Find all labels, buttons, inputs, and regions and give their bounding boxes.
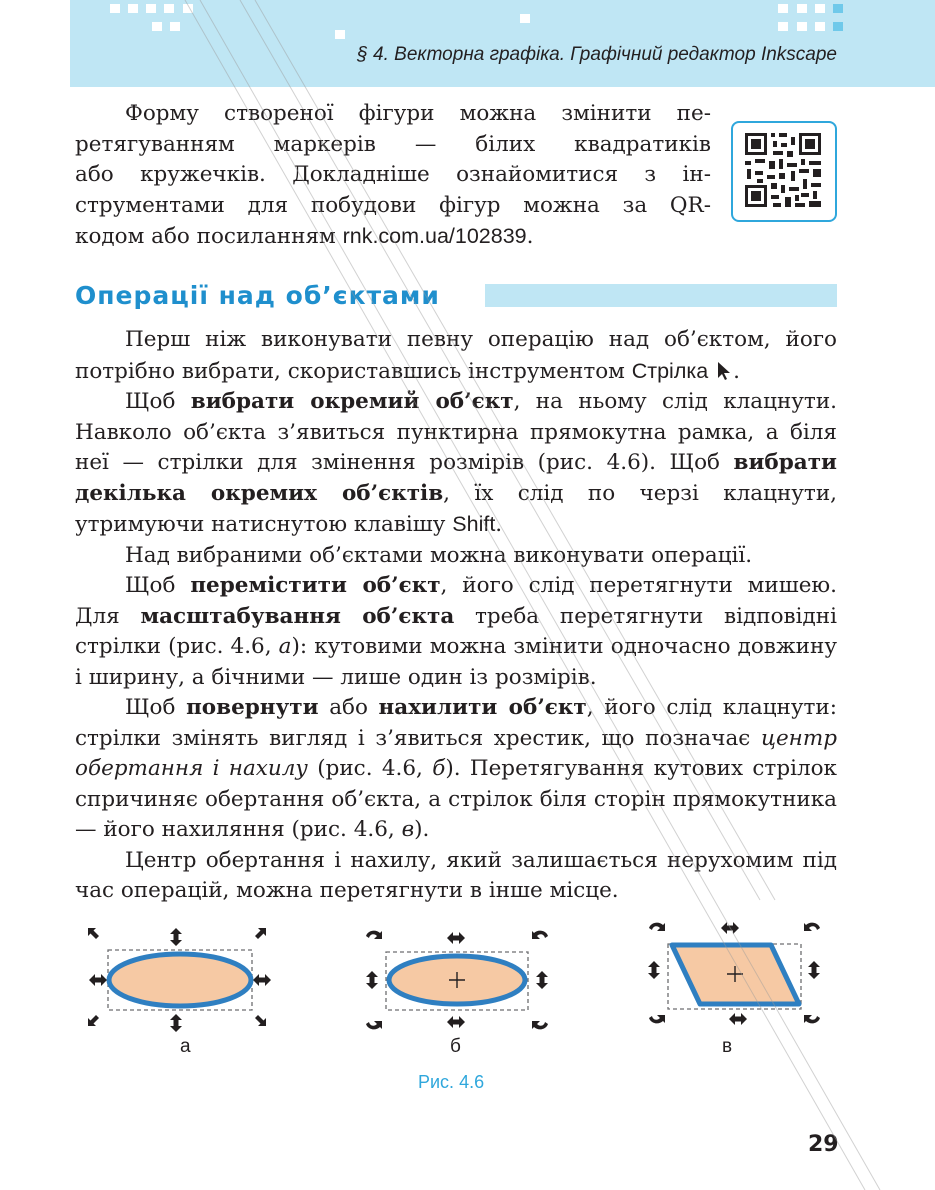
paragraph-operations: Над вибраними об’єктами можна виконувати операції.	[125, 542, 753, 568]
intro-line: ретягуванням маркерів — білих квадратиків	[75, 131, 711, 157]
key-name: Shift	[452, 512, 496, 536]
text: ).	[414, 817, 430, 842]
decor-square	[335, 30, 345, 39]
decor-square	[183, 4, 193, 13]
text: або	[318, 695, 379, 720]
text: ): кутовими можна змінити одночасно довжину і ширину, а бічними — лише один із розмірів.	[75, 634, 837, 690]
figure-label-a: а	[180, 1036, 191, 1057]
intro-text: кодом або посиланням	[75, 224, 343, 249]
bold-term: повернути	[186, 695, 319, 720]
decor-square	[146, 4, 156, 13]
italic-term: б	[432, 756, 446, 781]
text: .	[495, 512, 503, 537]
bold-term: масштабування об’єкта	[140, 603, 455, 629]
text: (рис. 4.6,	[307, 756, 433, 781]
decor-square	[797, 4, 807, 13]
bold-term: вибрати декілька окремих об’єктів	[75, 450, 837, 506]
bold-term: перемістити об’єкт	[190, 573, 441, 598]
figure-label-c: в	[722, 1036, 733, 1057]
tool-name: Стрілка	[631, 358, 709, 383]
italic-term: а	[278, 634, 292, 659]
section-bar	[485, 284, 837, 307]
text: Щоб	[125, 389, 191, 414]
decor-square	[833, 22, 843, 31]
decor-square	[815, 4, 825, 13]
decor-square	[815, 22, 825, 31]
bold-term: вибрати окремий об’єкт	[190, 389, 514, 414]
decor-square	[833, 4, 843, 13]
intro-text: .	[526, 224, 534, 249]
italic-term: в	[401, 817, 415, 842]
rnk-link[interactable]: rnk.com.ua/102839	[342, 224, 527, 248]
intro-line: або кружечків. Докладніше ознайомитися з ін-	[75, 162, 711, 187]
paragraph-center: Центр обертання і нахилу, який залишається нерухомим під час операцій, можна перетягнути в інше місце.	[75, 847, 837, 903]
qr-code[interactable]	[731, 121, 837, 222]
figure-panel-b	[366, 931, 548, 1030]
paragraph-rotate-skew	[75, 693, 837, 846]
paragraph-select-single	[75, 387, 837, 541]
text: , на ньому слід клацнути. Навколо об’єкта з’явиться пунктирна прямокутна рамка, а біля неї — стрілки для змінення розмірів (рис. 4.6). Щоб	[75, 389, 837, 475]
decor-square	[110, 4, 120, 13]
text: , їх слід по черзі клацнути, утримуючи натиснутою клавішу	[75, 480, 837, 537]
qr-code-icon	[733, 123, 834, 219]
figure-4-6	[0, 900, 935, 1040]
running-header: § 4. Векторна графіка. Графічний редактор Inkscape	[357, 44, 837, 65]
text: .	[733, 358, 740, 384]
text: , його слід клацнути: стрілки змінять вигляд і з’явиться хрестик, що позначає	[75, 695, 837, 751]
figure-panel-a	[88, 928, 271, 1032]
decor-square	[164, 4, 174, 13]
decor-square	[128, 4, 138, 13]
text: треба перетягнути відповідні стрілки (рис. 4.6,	[75, 603, 837, 659]
bold-term: нахилити об’єкт	[378, 695, 587, 720]
text: ). Перетягування кутових стрілок спричиняє обертання об’єкта, а стрілок біля сторін прямокутника — його нахиляння (рис. 4.6,	[75, 756, 837, 842]
paragraph-move-scale	[75, 571, 837, 693]
text: Щоб	[125, 695, 187, 720]
decor-square	[152, 22, 162, 31]
main-text	[75, 325, 837, 907]
figure-panel-c	[648, 922, 820, 1025]
figure-caption: Рис. 4.6	[418, 1072, 485, 1092]
text: Перш ніж виконувати певну операцію над об’єктом, його потрібно вибрати, скориставшись інструментом	[75, 327, 837, 384]
intro-line: Форму створеної фігури можна змінити пе-	[125, 101, 711, 126]
section-title: Операції над об’єктами	[75, 281, 440, 310]
decor-square	[778, 22, 788, 31]
page-number: 29	[808, 1132, 839, 1157]
decor-square	[797, 22, 807, 31]
decor-square	[520, 14, 530, 23]
arrow-pointer-icon	[715, 361, 733, 381]
figure-label-b: б	[450, 1036, 461, 1057]
text: Щоб	[125, 573, 191, 598]
text: , його слід перетягнути мишею. Для	[75, 573, 837, 629]
intro-line	[75, 221, 711, 253]
decor-square	[778, 4, 788, 13]
decor-square	[170, 22, 180, 31]
intro-line: струментами для побудови фігур можна за QR-	[75, 192, 711, 218]
paragraph-select	[75, 325, 837, 387]
intro-paragraph	[75, 99, 711, 253]
italic-term: центр обертання і нахилу	[75, 725, 837, 781]
